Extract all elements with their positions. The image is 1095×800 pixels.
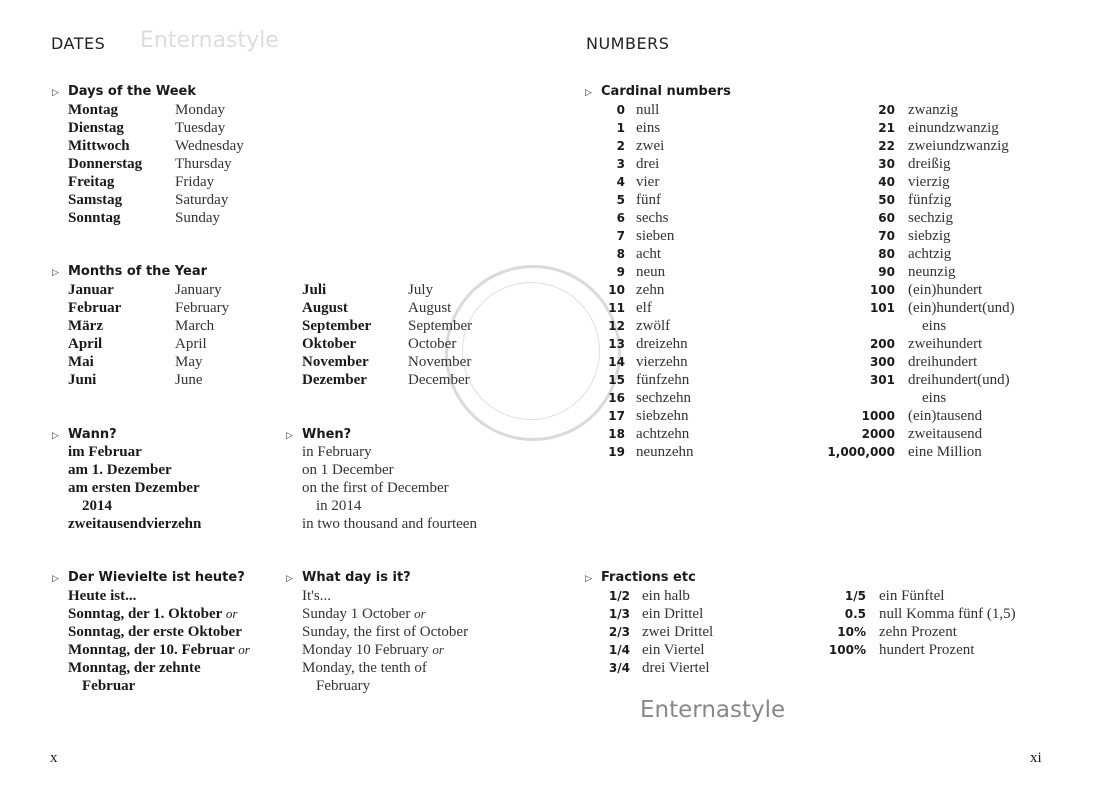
english-phrase <box>302 659 427 677</box>
section-heading-text: Months of the Year <box>68 264 208 279</box>
numeral: 1,000,000 <box>827 445 895 459</box>
numeral: 70 <box>878 229 895 243</box>
number-word: ein Fünftel <box>879 588 945 604</box>
phrase-text: Heute ist... <box>68 588 137 604</box>
page-number-left: x <box>50 750 58 766</box>
section-heading-fractions <box>585 569 696 588</box>
numeral: 1/3 <box>608 607 630 621</box>
english-phrase <box>302 605 426 623</box>
number-word: fünfzig <box>908 192 952 208</box>
numeral: 4 <box>616 175 625 189</box>
number-word: achtzig <box>908 246 952 262</box>
english-phrase <box>302 623 468 641</box>
numeral: 3 <box>616 157 625 171</box>
numeral: 7 <box>616 229 625 243</box>
numeral: 2 <box>616 139 625 153</box>
numeral: 17 <box>608 409 625 423</box>
english-phrase <box>302 641 444 659</box>
numeral: 50 <box>878 193 895 207</box>
numeral: 19 <box>608 445 625 459</box>
number-word: fünf <box>636 192 661 208</box>
section-heading-text: Der Wievielte ist heute? <box>68 570 245 585</box>
german-phrase <box>68 659 201 677</box>
numeral: 3/4 <box>608 661 630 675</box>
english-term: June <box>175 372 203 388</box>
phrase-text: Monday, the tenth of <box>302 660 427 676</box>
number-word: einundzwanzig <box>908 120 999 136</box>
numeral: 8 <box>616 247 625 261</box>
numeral: 0 <box>616 103 625 117</box>
number-word: dreihundert(und) <box>908 372 1010 388</box>
triangle-bullet-icon: ▷ <box>585 574 592 584</box>
english-term: Wednesday <box>175 138 244 154</box>
publisher-stamp-inner-ring <box>462 282 600 420</box>
number-word: drei Viertel <box>642 660 710 676</box>
english-term: May <box>175 354 203 370</box>
german-term: April <box>68 336 103 352</box>
german-term: Montag <box>68 102 118 118</box>
numeral: 1/4 <box>608 643 630 657</box>
english-term: October <box>408 336 457 352</box>
or-connector: or <box>238 642 250 657</box>
number-word: elf <box>636 300 652 316</box>
phrase-text: February <box>316 678 371 694</box>
or-connector: or <box>432 642 444 657</box>
english-phrase: in 2014 <box>316 498 362 514</box>
numeral: 2000 <box>861 427 895 441</box>
number-word: null Komma fünf (1,5) <box>879 606 1016 622</box>
number-word: zwanzig <box>908 102 958 118</box>
german-term: Juni <box>68 372 97 388</box>
german-term: März <box>68 318 103 334</box>
section-heading-text: Fractions etc <box>601 570 696 585</box>
german-phrase: im Februar <box>68 444 142 460</box>
numeral: 100 <box>869 283 895 297</box>
numeral: 60 <box>878 211 895 225</box>
german-term: September <box>302 318 372 334</box>
german-term: August <box>302 300 348 316</box>
page-title-numbers: NUMBERS <box>586 34 670 53</box>
section-heading-cardinal <box>585 83 731 102</box>
german-phrase <box>68 641 250 659</box>
section-heading-months <box>52 263 207 282</box>
number-word: siebzehn <box>636 408 689 424</box>
number-word: zehn Prozent <box>879 624 957 640</box>
german-term: Februar <box>68 300 122 316</box>
numeral: 5 <box>616 193 625 207</box>
numeral: 40 <box>878 175 895 189</box>
triangle-bullet-icon: ▷ <box>52 268 59 278</box>
numeral: 10% <box>837 625 866 639</box>
numeral: 101 <box>869 301 895 315</box>
watermark-text: Enternastyle <box>140 28 279 53</box>
phrase-text: Sonntag, der erste Oktober <box>68 624 242 640</box>
german-phrase: 2014 <box>82 498 112 514</box>
number-word: eins <box>922 318 947 334</box>
numeral: 80 <box>878 247 895 261</box>
numeral: 2/3 <box>608 625 630 639</box>
german-term: Dezember <box>302 372 367 388</box>
triangle-bullet-icon: ▷ <box>286 431 293 441</box>
english-term: July <box>408 282 434 298</box>
section-heading-days <box>52 83 196 102</box>
number-word: sieben <box>636 228 675 244</box>
section-heading-text: Days of the Week <box>68 84 196 99</box>
number-word: ein Viertel <box>642 642 705 658</box>
section-heading-text: When? <box>302 427 352 442</box>
number-word: (ein)hundert <box>908 282 983 298</box>
english-term: January <box>175 282 222 298</box>
english-term: Saturday <box>175 192 229 208</box>
number-word: zweitausend <box>908 426 983 442</box>
phrase-text: Monday 10 February <box>302 642 429 658</box>
english-term: Friday <box>175 174 215 190</box>
numeral: 6 <box>616 211 625 225</box>
number-word: sechzig <box>908 210 953 226</box>
german-term: Dienstag <box>68 120 124 136</box>
english-term: April <box>175 336 207 352</box>
german-phrase: am ersten Dezember <box>68 480 200 496</box>
numeral: 1 <box>616 121 625 135</box>
phrase-text: Februar <box>82 678 136 694</box>
german-term: Oktober <box>302 336 357 352</box>
german-term: Freitag <box>68 174 115 190</box>
german-phrase: am 1. Dezember <box>68 462 172 478</box>
number-word: hundert Prozent <box>879 642 975 658</box>
german-phrase <box>68 587 136 605</box>
number-word: (ein)hundert(und) <box>908 300 1015 316</box>
number-word: vier <box>636 174 660 190</box>
section-heading-text: Cardinal numbers <box>601 84 731 99</box>
number-word: dreizehn <box>636 336 688 352</box>
number-word: eins <box>922 390 947 406</box>
number-word: zweihundert <box>908 336 983 352</box>
german-term: Mai <box>68 354 94 370</box>
phrase-text: Sonntag, der 1. Oktober <box>68 606 223 622</box>
number-word: neun <box>636 264 666 280</box>
number-word: fünfzehn <box>636 372 690 388</box>
number-word: vierzehn <box>636 354 688 370</box>
german-phrase <box>68 605 237 623</box>
number-word: neunzehn <box>636 444 694 460</box>
page-title-dates: DATES <box>51 34 106 53</box>
number-word: eins <box>636 120 661 136</box>
section-heading-text: Wann? <box>68 427 117 442</box>
english-term: March <box>175 318 215 334</box>
numeral: 16 <box>608 391 625 405</box>
numeral: 20 <box>878 103 895 117</box>
number-word: zwölf <box>636 318 671 334</box>
section-heading-text: What day is it? <box>302 570 411 585</box>
section-heading-what-day <box>286 569 411 588</box>
triangle-bullet-icon: ▷ <box>52 88 59 98</box>
number-word: achtzehn <box>636 426 690 442</box>
english-term: December <box>408 372 470 388</box>
page-number-right: xi <box>1030 750 1042 766</box>
numeral: 30 <box>878 157 895 171</box>
german-term: Samstag <box>68 192 123 208</box>
german-term: Sonntag <box>68 210 121 226</box>
phrase-text: It's... <box>302 588 331 604</box>
number-word: zwei Drittel <box>642 624 714 640</box>
number-word: neunzig <box>908 264 956 280</box>
numeral: 11 <box>608 301 625 315</box>
numeral: 200 <box>869 337 895 351</box>
english-term: Tuesday <box>175 120 226 136</box>
numeral: 22 <box>878 139 895 153</box>
english-term: September <box>408 318 473 334</box>
number-word: ein Drittel <box>642 606 704 622</box>
german-phrase <box>68 623 242 641</box>
number-word: zwei <box>636 138 665 154</box>
watermark-text: Enternastyle <box>640 697 786 723</box>
phrase-text: Monntag, der zehnte <box>68 660 201 676</box>
number-word: zehn <box>636 282 665 298</box>
numeral: 0.5 <box>844 607 866 621</box>
english-phrase: on 1 December <box>302 462 394 478</box>
number-word: dreißig <box>908 156 951 172</box>
english-phrase: in February <box>302 444 372 460</box>
numeral: 1000 <box>861 409 895 423</box>
english-phrase: in two thousand and fourteen <box>302 516 477 532</box>
phrase-text: Monntag, der 10. Februar <box>68 642 235 658</box>
number-word: acht <box>636 246 661 262</box>
english-term: Monday <box>175 102 225 118</box>
number-word: siebzig <box>908 228 951 244</box>
triangle-bullet-icon: ▷ <box>52 574 59 584</box>
german-term: Januar <box>68 282 114 298</box>
german-term: Donnerstag <box>68 156 143 172</box>
number-word: sechzehn <box>636 390 691 406</box>
number-word: vierzig <box>908 174 950 190</box>
or-connector: or <box>225 606 238 621</box>
number-word: drei <box>636 156 660 172</box>
german-phrase <box>82 677 135 695</box>
numeral: 14 <box>608 355 625 369</box>
numeral: 13 <box>608 337 625 351</box>
german-phrase: zweitausendvierzehn <box>68 516 202 532</box>
numeral: 18 <box>608 427 625 441</box>
english-term: November <box>408 354 472 370</box>
number-word: ein halb <box>642 588 690 604</box>
german-term: November <box>302 354 369 370</box>
english-term: Thursday <box>175 156 232 172</box>
english-term: August <box>408 300 452 316</box>
numeral: 90 <box>878 265 895 279</box>
german-term: Juli <box>302 282 327 298</box>
number-word: (ein)tausend <box>908 408 983 424</box>
number-word: sechs <box>636 210 669 226</box>
numeral: 301 <box>869 373 895 387</box>
triangle-bullet-icon: ▷ <box>286 574 293 584</box>
numeral: 9 <box>616 265 625 279</box>
section-heading-der-wievielte <box>52 569 245 588</box>
english-phrase <box>316 677 370 695</box>
numeral: 12 <box>608 319 625 333</box>
english-term: Sunday <box>175 210 220 226</box>
number-word: zweiundzwanzig <box>908 138 1009 154</box>
number-word: eine Million <box>908 444 982 460</box>
english-phrase <box>302 587 331 605</box>
or-connector: or <box>414 606 426 621</box>
english-term: February <box>175 300 230 316</box>
number-word: dreihundert <box>908 354 978 370</box>
numeral: 10 <box>608 283 625 297</box>
numeral: 1/2 <box>608 589 630 603</box>
numeral: 100% <box>828 643 866 657</box>
numeral: 15 <box>608 373 625 387</box>
triangle-bullet-icon: ▷ <box>585 88 592 98</box>
english-phrase: on the first of December <box>302 480 449 496</box>
numeral: 21 <box>878 121 895 135</box>
numeral: 1/5 <box>844 589 866 603</box>
phrase-text: Sunday 1 October <box>302 606 411 622</box>
number-word: null <box>636 102 660 118</box>
phrase-text: Sunday, the first of October <box>302 624 469 640</box>
numeral: 300 <box>869 355 895 369</box>
triangle-bullet-icon: ▷ <box>52 431 59 441</box>
german-term: Mittwoch <box>68 138 130 154</box>
